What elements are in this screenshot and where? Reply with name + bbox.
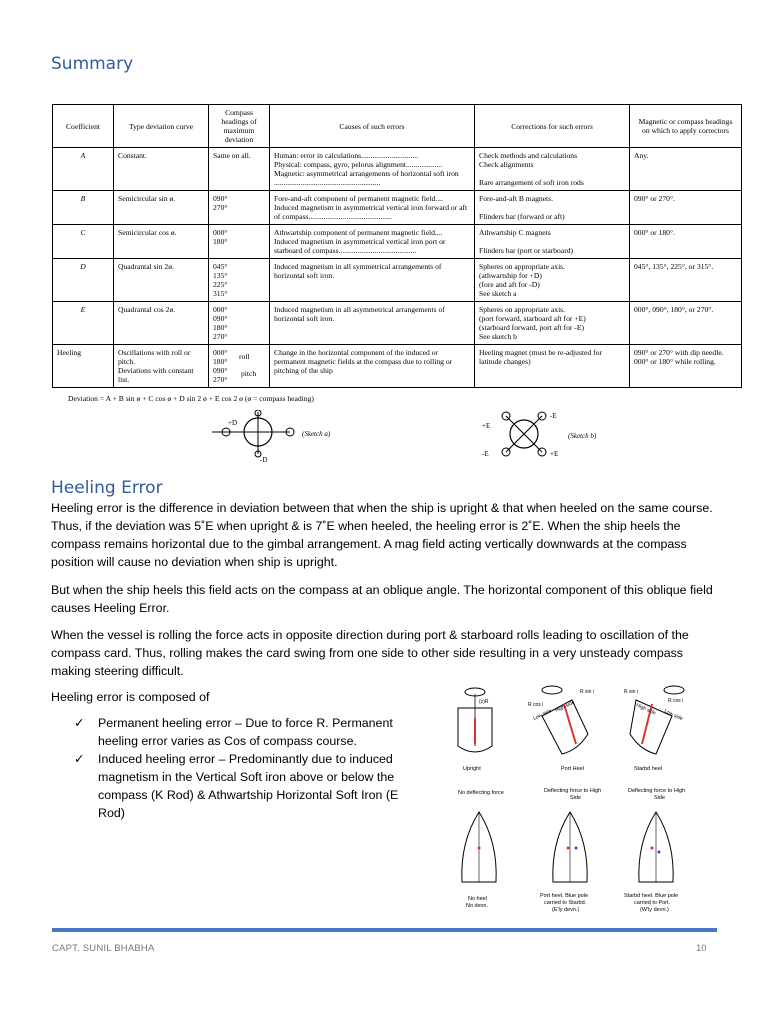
low-side-label: Low side xyxy=(532,708,553,722)
cell-corrections: Fore-and-aft B magnets. Flinders bar (forward or aft) xyxy=(475,191,630,225)
sketch-b-minus-e-left: -E xyxy=(482,450,489,458)
heeling-error-heading: Heeling Error xyxy=(51,478,163,498)
r-sin-label-2: R sin i xyxy=(624,689,638,695)
list-item-text: Induced heeling error – Predominantly due to induced magnetism in the Vertical Soft iron above or below the compass (K Rod) & Athwartship Horizontal Soft Iron (E Rod) xyxy=(98,752,399,820)
cell-coef: E xyxy=(53,302,114,345)
caption-2a: Port heel. Blue pole xyxy=(540,893,589,899)
cell-coef: Heeling xyxy=(53,345,114,388)
cell-type: Oscillations with roll or pitch. Deviations with constant list. xyxy=(114,345,209,388)
cell-headings: 090° 270° xyxy=(209,191,270,225)
r-cos-label: R cos i xyxy=(528,702,544,708)
table-row xyxy=(53,345,742,388)
cell-apply: 000° or 180°. xyxy=(630,225,742,259)
cell-apply: 045°, 135°, 225°, or 315°. xyxy=(630,259,742,302)
list-item-text: Permanent heeling error – Due to force R. Permanent heeling error varies as Cos of compass course. xyxy=(98,716,393,748)
cell-coef: A xyxy=(53,148,114,191)
r-label: (z)R xyxy=(479,699,489,705)
summary-heading: Summary xyxy=(51,54,134,74)
cell-apply: 090° or 270° with dip needle. 000° or 180° while rolling. xyxy=(630,345,742,388)
heeling-components-list xyxy=(74,714,414,822)
deviation-coefficient-table xyxy=(52,104,742,388)
footer-author: CAPT. SUNIL BHABHA xyxy=(52,943,155,954)
cell-coef: B xyxy=(53,191,114,225)
caption-3b: carried to Port. xyxy=(634,900,671,906)
page-number: 10 xyxy=(696,943,707,954)
upright-label: Upright xyxy=(463,766,481,772)
cell-headings: 000° 090° 180° 270° xyxy=(209,302,270,345)
port-heel-magnet xyxy=(564,704,576,744)
caption-2c: (E'ly devn.) xyxy=(552,907,580,913)
plan-pole-2b xyxy=(567,847,570,850)
footer-rule xyxy=(52,928,717,932)
deviation-table-container xyxy=(52,104,742,388)
cell-type: Semicircular sin ø. xyxy=(114,191,209,225)
heeling-headings-text: 000° 180° 090° 270° xyxy=(213,348,228,384)
cell-type: Quadrantal cos 2ø. xyxy=(114,302,209,345)
plan-pole-1 xyxy=(478,847,481,850)
plan-pole-3 xyxy=(651,847,654,850)
cell-causes: Change in the horizontal component of the induced or permanent magnetic fields at the compass due to rolling or pitching of the ship xyxy=(270,345,475,388)
cell-causes: Induced magnetism in all asymmetrical arrangements of horizontal soft iron. xyxy=(270,302,475,345)
plan-view-port-heel xyxy=(540,812,588,913)
sketch-a-label: (Sketch a) xyxy=(302,430,331,438)
paragraph-oblique-field: But when the ship heels this field acts on the compass at an oblique angle. The horizontal component of this oblique field causes Heeling Error. xyxy=(51,583,713,615)
table-row xyxy=(53,259,742,302)
table-row xyxy=(53,225,742,259)
port-heel-label: Port Heel xyxy=(561,766,584,772)
sketch-a-minus-d: -D xyxy=(260,456,268,464)
stbd-heel-section xyxy=(624,686,685,801)
checkmark-icon: ✓ xyxy=(74,716,85,730)
high-side-label: High side xyxy=(554,699,576,714)
heeling-error-figure xyxy=(446,682,710,918)
cell-causes: Human: error in calculations.............................. Physical: compass, gyro, pelorus alignment................... Magnetic: asymmetrical arrangements of horizontal soft iron ........................................................ xyxy=(270,148,475,191)
r-cos-label-2: R cos i xyxy=(668,698,684,704)
table-header-row xyxy=(53,105,742,148)
no-force-label: No deflecting force xyxy=(458,790,504,796)
cell-causes: Athwartship component of permanent magnetic field.... Induced magnetism in asymmetrical vertical iron port or starboard of compass......................................... xyxy=(270,225,475,259)
roll-label: roll xyxy=(239,352,250,361)
paragraph-composed-of: Heeling error is composed of xyxy=(51,690,210,704)
checkmark-icon: ✓ xyxy=(74,752,85,766)
sketch-b-minus-e-right: -E xyxy=(550,412,557,420)
low-side-label-2: Low side xyxy=(663,708,684,723)
sketch-b-plus-e-left: +E xyxy=(482,422,491,430)
cell-headings: 000° 180° xyxy=(209,225,270,259)
cell-type: Semicircular cos ø. xyxy=(114,225,209,259)
plan-pole-3b xyxy=(658,851,661,854)
cell-causes: Induced magnetism in all symmetrical arrangements of horizontal soft iron. xyxy=(270,259,475,302)
deflect-label-2b: Side xyxy=(654,795,666,801)
col-header-coefficient: Coefficient xyxy=(53,105,114,148)
cell-type: Quadrantal sin 2ø. xyxy=(114,259,209,302)
cell-corrections: Athwartship C magnets Flinders bar (port or starboard) xyxy=(475,225,630,259)
cell-headings-heeling xyxy=(209,345,270,388)
stbd-heel-compass-bowl xyxy=(664,686,684,694)
cell-corrections: Spheres on appropriate axis. (athwartship for +D) (fore and aft for -D) See sketch a xyxy=(475,259,630,302)
col-header-corrections: Corrections for such errors xyxy=(475,105,630,148)
deflect-label-2: Deflecting force to High xyxy=(628,788,686,794)
caption-2b: carried to Starbd. xyxy=(544,900,587,906)
list-item xyxy=(74,714,414,750)
col-header-headings: Compass headings of maximum deviation xyxy=(209,105,270,148)
high-side-label-2: High side xyxy=(635,702,657,717)
sketch-b-diagram xyxy=(478,406,618,462)
list-item xyxy=(74,750,414,822)
cell-corrections: Heeling magnet (must be re-adjusted for latitude changes) xyxy=(475,345,630,388)
sketch-a-diagram xyxy=(210,410,360,466)
deviation-formula: Deviation = A + B sin ø + C cos ø + D sin 2 ø + E cos 2 ø (ø = compass heading) xyxy=(68,394,314,403)
plan-pole-2 xyxy=(575,847,578,850)
cell-apply: 000°, 090°, 180°, or 270°. xyxy=(630,302,742,345)
cell-headings: Same on all. xyxy=(209,148,270,191)
port-heel-compass-bowl xyxy=(542,686,562,694)
upright-ship-section xyxy=(458,688,504,796)
r-sin-label: R sin i xyxy=(580,689,594,695)
cell-causes: Fore-and-aft component of permanent magnetic field.... Induced magnetism in asymmetrical vertical iron forward or aft of compass............................................ xyxy=(270,191,475,225)
table-row xyxy=(53,191,742,225)
sketch-b-plus-e-right: +E xyxy=(550,450,559,458)
cell-corrections: Spheres on appropriate axis. (port forward, starboard aft for +E) (starboard forward, port aft for -E) See sketch b xyxy=(475,302,630,345)
table-row xyxy=(53,148,742,191)
sketch-a-plus-d: +D xyxy=(228,419,238,427)
caption-1b: No devn. xyxy=(466,903,489,909)
caption-3c: (W'ly devn.) xyxy=(640,907,669,913)
cell-apply: 090° or 270°. xyxy=(630,191,742,225)
col-header-apply: Magnetic or compass headings on which to apply correctors xyxy=(630,105,742,148)
col-header-type: Type deviation curve xyxy=(114,105,209,148)
stbd-heel-label: Starbd heel xyxy=(634,766,663,772)
cell-headings: 045° 135° 225° 315° xyxy=(209,259,270,302)
pitch-label: pitch xyxy=(241,369,257,378)
deflect-label-1b: Side xyxy=(570,795,582,801)
cell-coef: C xyxy=(53,225,114,259)
port-heel-section xyxy=(528,686,601,801)
cell-type: Constant. xyxy=(114,148,209,191)
paragraph-definition: Heeling error is the difference in deviation between that when the ship is upright & that when heeled on the same course. Thus, if the deviation was 5˚E when upright & is 7˚E when heeled, the heeling error is 2˚E. When the ship heels the compass remains horizontal due to the gimbal arrangement. A mag field acting vertically downwards at the compass position will cause no deviation when ship is upright. xyxy=(51,501,713,569)
caption-3a: Starbd heel. Blue pole xyxy=(624,893,679,899)
table-row xyxy=(53,302,742,345)
caption-1a: No heel xyxy=(468,896,487,902)
cell-apply: Any. xyxy=(630,148,742,191)
col-header-causes: Causes of such errors xyxy=(270,105,475,148)
deflect-label-1: Deflecting force to High xyxy=(544,788,602,794)
plan-view-no-heel xyxy=(462,812,496,909)
paragraph-rolling: When the vessel is rolling the force acts in opposite direction during port & starboard rolls leading to oscillation of the compass card. Thus, rolling makes the card swing from one side to other side resulting in a very unsteady compass making steering difficult. xyxy=(51,628,689,678)
plan-view-stbd-heel xyxy=(624,812,678,913)
cell-corrections: Check methods and calculations Check alignments Rare arrangement of soft iron rods xyxy=(475,148,630,191)
sketch-b-label: (Sketch b) xyxy=(568,432,597,440)
cell-coef: D xyxy=(53,259,114,302)
